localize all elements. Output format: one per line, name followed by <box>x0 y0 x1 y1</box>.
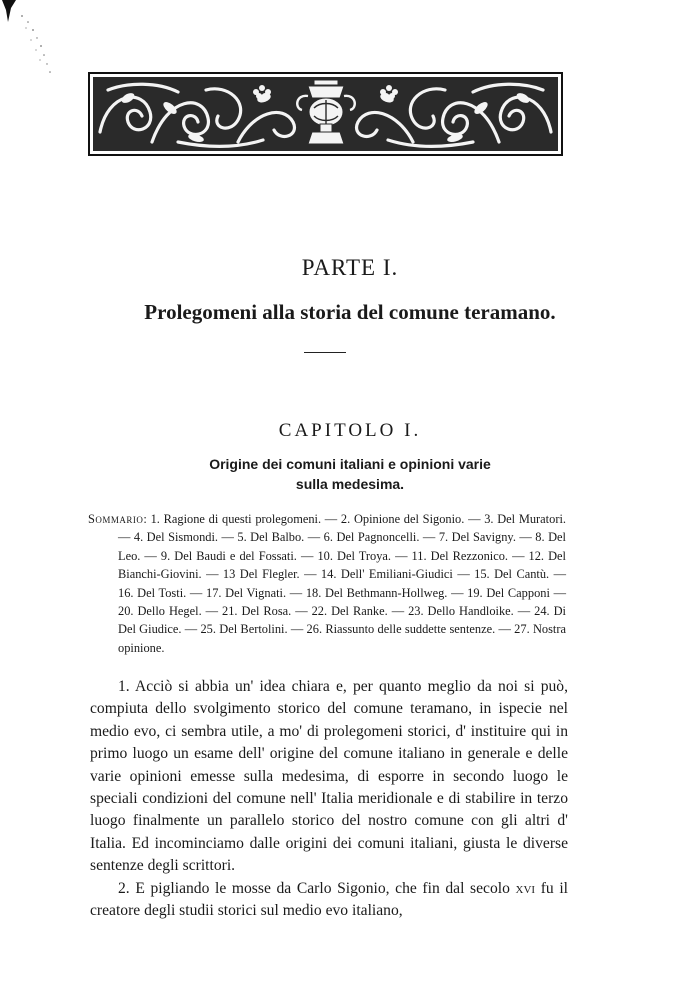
section-divider <box>304 352 346 353</box>
summary-text: : 1. Ragione di questi prolegomeni. — 2. Opinione del Sigonio. — 3. Del Muratori. — 4. Del Sismondi. — 5. Del Balbo. — 6. Del Pagnoncelli. — 7. Del Savigny. — 8. Del Leo. — 9. Del Baudi e del Fossati. — 10. Del Troya. — 11. Del Rezzonico. — 12. Del Bianchi-Giovini. — 13 Del Flegler. — 14. Dell' Emiliani-Giudici — 15. Del Cantù. — 16. Del Tosti. — 17. Del Vignati. — 18. Del Bethmann-Hollweg. — 19. Del Capponi — 20. Dello Hegel. — 21. Del Rosa. — 22. Del Ranke. — 23. Dello Handloike. — 24. Di Del Giudice. — 25. Del Bertolini. — 26. Riassunto delle suddette sentenze. — 27. Nostra opinione. <box>118 512 566 655</box>
chapter-subtitle-line-1: Origine dei comuni italiani e opinioni varie <box>209 456 491 472</box>
chapter-title: CAPITOLO I. <box>278 420 422 441</box>
body-text <box>90 676 568 922</box>
part-subtitle: Prolegomeni alla storia del comune teramano. <box>144 300 556 324</box>
paragraph-2-start: 2. E pigliando le mosse da Carlo Sigonio, che fin dal secolo <box>118 879 516 897</box>
paragraph-2 <box>90 878 568 923</box>
chapter-summary <box>88 510 566 657</box>
paragraph-1: 1. Acciò si abbia un' idea chiara e, per quanto meglio da noi si può, compiuta dello svolgimento storico del comune teramano, in ispecie nel medio evo, ci sembra utile, a mo' di prolegomeni storici, d' instituire qui in primo luogo un esame dell' origine del comune italiano in generale e delle varie opinioni emesse sulla medesima, di esporre in secondo luogo le speciali condizioni del comune nell' Italia meridionale e di stabilire in terzo luogo finalmente un parallelo storico del nostro comune con gli altri d' Italia. Ed incominciamo dalle origini dei comuni italiani, giusta le diverse sentenze degli scrittori. <box>90 678 568 875</box>
paragraph-2-end: fu il creatore degli studii storici sul medio evo italiano, <box>90 879 569 920</box>
corner-mark <box>0 0 60 90</box>
part-title: PARTE I. <box>301 255 399 280</box>
chapter-subtitle <box>0 454 700 494</box>
ornamental-headpiece <box>88 72 563 156</box>
summary-label: Sommario <box>88 512 144 526</box>
paragraph-2-century: xvi <box>515 879 536 897</box>
chapter-subtitle-line-2: sulla medesima. <box>295 476 405 492</box>
